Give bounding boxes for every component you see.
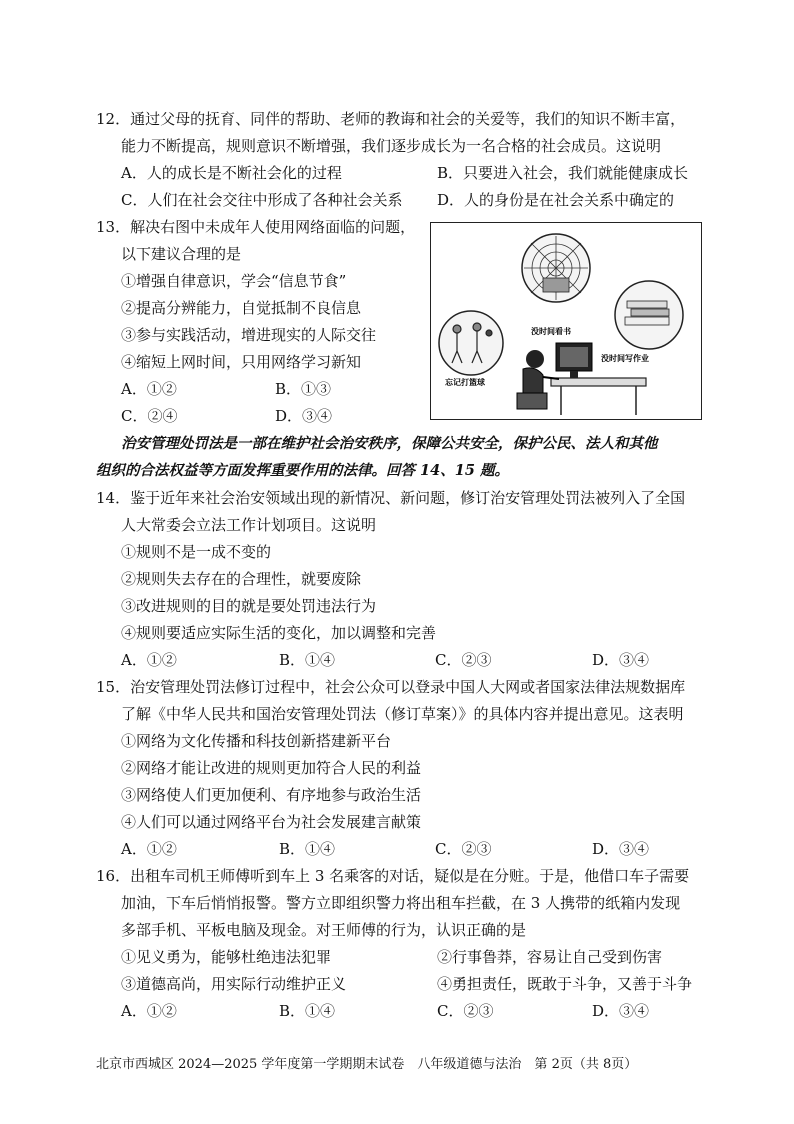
web-bubble <box>522 234 590 302</box>
q14-option-b: B．①④ <box>279 651 336 669</box>
q13-option-c: C．②④ <box>121 407 178 425</box>
q13-item-2: ②提高分辨能力，自觉抵制不良信息 <box>121 299 362 317</box>
q14-option-c: C．②③ <box>435 651 492 669</box>
q13-cartoon-figure <box>430 222 702 420</box>
q13-option-b: B．①③ <box>275 380 332 398</box>
books-bubble <box>615 281 683 349</box>
q13-item-3: ③参与实践活动，增进现实的人际交往 <box>121 326 377 344</box>
q16-item-4: ④勇担责任，既敢于斗争，又善于斗争 <box>437 975 693 993</box>
q15-item-4: ④人们可以通过网络平台为社会发展建言献策 <box>121 813 422 831</box>
q14-item-1: ①规则不是一成不变的 <box>121 543 272 561</box>
q16-stem-line1: 16．出租车司机王师傅听到车上 3 名乘客的对话，疑似是在分赃。于是，他借口车子需要 <box>96 867 690 885</box>
q16-stem-line2: 加油，下车后悄悄报警。警方立即组织警力将出租车拦截，在 3 人携带的纸箱内发现 <box>121 894 681 912</box>
q16-option-b: B．①④ <box>279 1002 336 1020</box>
q16-item-1: ①见义勇为，能够杜绝违法犯罪 <box>121 948 332 966</box>
q12-stem-line2: 能力不断提高，规则意识不断增强，我们逐步成长为一名合格的社会成员。这说明 <box>121 137 662 155</box>
q14-item-4: ④规则要适应实际生活的变化，加以调整和完善 <box>121 624 437 642</box>
q16-option-c: C．②③ <box>437 1002 494 1020</box>
cartoon-illustration <box>431 223 701 419</box>
q14-item-3: ③改进规则的目的就是要处罚违法行为 <box>121 597 377 615</box>
q15-item-3: ③网络使人们更加便利、有序地参与政治生活 <box>121 786 422 804</box>
q16-option-a: A．①② <box>121 1002 177 1020</box>
q14-stem-line2: 人大常委会立法工作计划项目。这说明 <box>121 516 377 534</box>
page-footer: 北京市西城区 2024—2025 学年度第一学期期末试卷 八年级道德与法治 第 2页（共 8页） <box>96 1057 638 1072</box>
q16-stem-line3: 多部手机、平板电脑及现金。对王师傅的行为，认识正确的是 <box>121 921 527 939</box>
q12-option-c: C．人们在社会交往中形成了各种社会关系 <box>121 191 403 209</box>
label-no-time-homework: 没时间写作业 <box>601 354 649 363</box>
q14-stem-line1: 14．鉴于近年来社会治安领域出现的新情况、新问题，修订治安管理处罚法被列入了全国 <box>96 489 686 507</box>
q12-stem-line1: 12．通过父母的抚育、同伴的帮助、老师的教诲和社会的关爱等，我们的知识不断丰富， <box>96 110 686 128</box>
q14-option-d: D．③④ <box>592 651 650 669</box>
q15-item-1: ①网络为文化传播和科技创新搭建新平台 <box>121 732 392 750</box>
q13-stem-line2: 以下建议合理的是 <box>121 245 242 263</box>
q16-item-3: ③道德高尚，用实际行动维护正义 <box>121 975 347 993</box>
q12-option-b: B．只要进入社会，我们就能健康成长 <box>437 164 689 182</box>
q13-option-a: A．①② <box>121 380 177 398</box>
intro-line2: 组织的合法权益等方面发挥重要作用的法律。回答 14、15 题。 <box>96 462 509 479</box>
q13-stem-line1: 13．解决右图中未成年人使用网络面临的问题， <box>96 218 416 236</box>
q13-item-1: ①增强自律意识，学会“信息节食” <box>121 272 347 290</box>
q13-option-d: D．③④ <box>275 407 333 425</box>
q12-option-a: A．人的成长是不断社会化的过程 <box>121 164 342 182</box>
label-no-time-read: 没时间看书 <box>531 327 571 336</box>
q14-item-2: ②规则失去存在的合理性，就要废除 <box>121 570 362 588</box>
label-forgot-basketball: 忘记打篮球 <box>445 378 485 387</box>
q12-option-d: D．人的身份是在社会关系中确定的 <box>437 191 675 209</box>
q15-option-d: D．③④ <box>592 840 650 858</box>
q16-option-d: D．③④ <box>592 1002 650 1020</box>
basketball-bubble <box>439 311 503 375</box>
q15-option-a: A．①② <box>121 840 177 858</box>
q14-option-a: A．①② <box>121 651 177 669</box>
q13-item-4: ④缩短上网时间，只用网络学习新知 <box>121 353 362 371</box>
q15-stem-line2: 了解《中华人民共和国治安管理处罚法（修订草案）》的具体内容并提出意见。这表明 <box>121 705 684 723</box>
q15-option-b: B．①④ <box>279 840 336 858</box>
q15-stem-line1: 15．治安管理处罚法修订过程中，社会公众可以登录中国人大网或者国家法律法规数据库 <box>96 678 686 696</box>
q15-item-2: ②网络才能让改进的规则更加符合人民的利益 <box>121 759 422 777</box>
intro-line1: 治安管理处罚法是一部在维护社会治安秩序，保障公共安全，保护公民、法人和其他 <box>121 435 658 452</box>
q15-option-c: C．②③ <box>435 840 492 858</box>
q16-item-2: ②行事鲁莽，容易让自己受到伤害 <box>437 948 663 966</box>
